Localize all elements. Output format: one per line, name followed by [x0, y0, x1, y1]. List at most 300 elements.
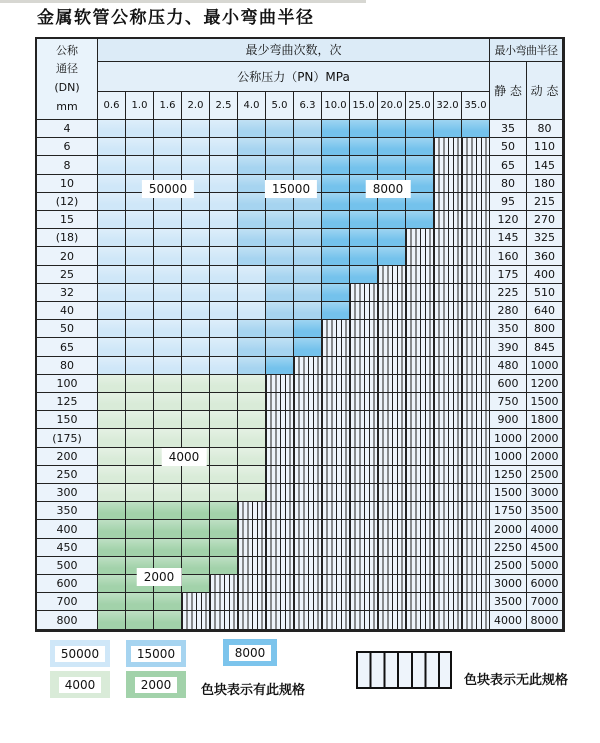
static-radius-cell: 750: [490, 393, 527, 411]
static-radius-cell: 50: [490, 138, 527, 156]
dn-cell: (18): [37, 229, 98, 247]
dn-cell: 125: [37, 393, 98, 411]
dynamic-radius-cell: 800: [527, 320, 563, 338]
spec-cell: [322, 302, 350, 320]
no-spec-cell: [294, 484, 322, 502]
no-spec-cell: [378, 466, 406, 484]
no-spec-cell: [350, 539, 378, 557]
dynamic-radius-cell: 215: [527, 193, 563, 211]
no-spec-cell: [434, 338, 462, 356]
spec-cell: [238, 448, 266, 466]
spec-cell: [154, 302, 182, 320]
spec-cell: [210, 448, 238, 466]
static-radius-cell: 3500: [490, 593, 527, 611]
no-spec-cell: [266, 448, 294, 466]
spec-cell: [322, 138, 350, 156]
spec-cell: [154, 120, 182, 138]
spec-cell: [182, 375, 210, 393]
no-spec-cell: [434, 502, 462, 520]
spec-cell: [238, 266, 266, 284]
spec-cell: [154, 138, 182, 156]
no-spec-cell: [434, 484, 462, 502]
pressure-tick-cell: 5.0: [266, 92, 294, 120]
no-spec-cell: [434, 284, 462, 302]
static-radius-cell: 2000: [490, 520, 527, 538]
spec-cell: [322, 247, 350, 265]
spec-cell: [238, 284, 266, 302]
spec-cell: [98, 557, 126, 575]
no-spec-cell: [378, 266, 406, 284]
no-spec-cell: [350, 520, 378, 538]
spec-cell: [126, 393, 154, 411]
no-spec-cell: [266, 484, 294, 502]
spec-cell: [406, 120, 434, 138]
spec-cell: [238, 393, 266, 411]
spec-cell: [154, 320, 182, 338]
pressure-tick-cell: 32.0: [434, 92, 462, 120]
dn-cell: (175): [37, 429, 98, 447]
spec-cell: [294, 302, 322, 320]
no-spec-cell: [434, 593, 462, 611]
static-radius-cell: 2250: [490, 539, 527, 557]
spec-cell: [98, 411, 126, 429]
spec-cell: [266, 302, 294, 320]
spec-cell: [126, 247, 154, 265]
static-radius-cell: 160: [490, 247, 527, 265]
spec-cell: [350, 211, 378, 229]
spec-cell: [126, 593, 154, 611]
spec-cell: [182, 539, 210, 557]
spec-cell: [210, 520, 238, 538]
spec-cell: [126, 484, 154, 502]
no-spec-cell: [266, 466, 294, 484]
no-spec-cell: [462, 211, 490, 229]
no-spec-cell: [462, 247, 490, 265]
dynamic-radius-cell: 7000: [527, 593, 563, 611]
pressure-tick-cell: 6.3: [294, 92, 322, 120]
spec-cell: [238, 302, 266, 320]
spec-cell: [350, 138, 378, 156]
no-spec-cell: [322, 411, 350, 429]
no-spec-cell: [378, 429, 406, 447]
dn-cell: 200: [37, 448, 98, 466]
spec-cell: [154, 229, 182, 247]
spec-cell: [182, 229, 210, 247]
spec-cell: [98, 593, 126, 611]
no-spec-cell: [238, 575, 266, 593]
spec-cell: [182, 575, 210, 593]
no-spec-cell: [406, 557, 434, 575]
dn-cell: 80: [37, 357, 98, 375]
no-spec-cell: [434, 211, 462, 229]
dn-cell: 65: [37, 338, 98, 356]
zone-label-4000: 4000: [162, 448, 207, 466]
no-spec-cell: [462, 448, 490, 466]
no-spec-cell: [238, 520, 266, 538]
no-spec-cell: [238, 593, 266, 611]
dn-cell: 25: [37, 266, 98, 284]
no-spec-cell: [406, 229, 434, 247]
no-spec-cell: [294, 575, 322, 593]
spec-cell: [98, 138, 126, 156]
spec-cell: [182, 429, 210, 447]
dn-cell: 8: [37, 156, 98, 174]
spec-cell: [378, 138, 406, 156]
static-header: 静 态: [490, 62, 527, 120]
spec-cell: [266, 156, 294, 174]
no-spec-cell: [462, 484, 490, 502]
pressure-tick-cell: 15.0: [350, 92, 378, 120]
zone-label-15000: 15000: [265, 180, 317, 198]
spec-cell: [154, 375, 182, 393]
spec-cell: [182, 502, 210, 520]
no-spec-cell: [462, 266, 490, 284]
no-spec-cell: [350, 375, 378, 393]
static-radius-cell: 280: [490, 302, 527, 320]
no-spec-cell: [294, 611, 322, 629]
spec-cell: [294, 120, 322, 138]
no-spec-cell: [462, 229, 490, 247]
no-spec-cell: [294, 539, 322, 557]
spec-cell: [182, 484, 210, 502]
no-spec-cell: [406, 539, 434, 557]
no-spec-cell: [462, 466, 490, 484]
spec-cell: [98, 429, 126, 447]
dn-cell: 400: [37, 520, 98, 538]
spec-cell: [98, 502, 126, 520]
spec-cell: [126, 266, 154, 284]
static-radius-cell: 95: [490, 193, 527, 211]
legend-block-label: 4000: [59, 677, 102, 693]
dynamic-radius-cell: 2500: [527, 466, 563, 484]
no-spec-cell: [406, 302, 434, 320]
no-spec-cell: [266, 593, 294, 611]
no-spec-cell: [322, 502, 350, 520]
no-spec-cell: [434, 375, 462, 393]
spec-cell: [98, 156, 126, 174]
dynamic-radius-cell: 1500: [527, 393, 563, 411]
no-spec-cell: [434, 175, 462, 193]
spec-cell: [98, 393, 126, 411]
pressure-tick-cell: 0.6: [98, 92, 126, 120]
spec-cell: [182, 247, 210, 265]
spec-cell: [238, 193, 266, 211]
legend-no-spec-swatch: [356, 651, 452, 689]
no-spec-cell: [378, 393, 406, 411]
static-radius-cell: 350: [490, 320, 527, 338]
no-spec-cell: [350, 357, 378, 375]
dn-header-line: (DN): [54, 81, 80, 95]
spec-cell: [98, 247, 126, 265]
spec-cell: [210, 193, 238, 211]
spec-cell: [238, 484, 266, 502]
no-spec-cell: [406, 393, 434, 411]
no-spec-cell: [406, 575, 434, 593]
dynamic-radius-cell: 5000: [527, 557, 563, 575]
no-spec-cell: [350, 466, 378, 484]
no-spec-cell: [462, 520, 490, 538]
no-spec-cell: [406, 338, 434, 356]
spec-cell: [98, 120, 126, 138]
spec-cell: [238, 375, 266, 393]
no-spec-cell: [406, 520, 434, 538]
no-spec-cell: [322, 338, 350, 356]
no-spec-cell: [350, 338, 378, 356]
no-spec-cell: [462, 357, 490, 375]
no-spec-cell: [266, 502, 294, 520]
no-spec-cell: [322, 484, 350, 502]
no-spec-cell: [406, 247, 434, 265]
no-spec-cell: [350, 411, 378, 429]
no-spec-cell: [434, 575, 462, 593]
no-spec-cell: [322, 393, 350, 411]
spec-cell: [238, 411, 266, 429]
spec-cell: [98, 466, 126, 484]
spec-cell: [294, 229, 322, 247]
static-radius-cell: 65: [490, 156, 527, 174]
dynamic-radius-cell: 640: [527, 302, 563, 320]
no-spec-cell: [322, 575, 350, 593]
spec-cell: [294, 247, 322, 265]
spec-cell: [126, 539, 154, 557]
dn-cell: 4: [37, 120, 98, 138]
no-spec-cell: [462, 429, 490, 447]
spec-cell: [322, 229, 350, 247]
no-spec-cell: [378, 338, 406, 356]
spec-cell: [154, 539, 182, 557]
dynamic-radius-cell: 325: [527, 229, 563, 247]
dn-header-line: 公称: [56, 43, 78, 57]
static-radius-cell: 600: [490, 375, 527, 393]
spec-cell: [210, 429, 238, 447]
legend-no-spec-text: 色块表示无此规格: [464, 673, 569, 688]
no-spec-cell: [182, 611, 210, 629]
spec-cell: [154, 247, 182, 265]
dynamic-radius-cell: 4000: [527, 520, 563, 538]
spec-cell: [322, 193, 350, 211]
spec-cell: [210, 211, 238, 229]
spec-cell: [210, 411, 238, 429]
spec-cell: [322, 120, 350, 138]
static-radius-cell: 1750: [490, 502, 527, 520]
spec-cell: [98, 484, 126, 502]
static-radius-cell: 900: [490, 411, 527, 429]
static-radius-cell: 175: [490, 266, 527, 284]
spec-cell: [126, 411, 154, 429]
spec-cell: [98, 357, 126, 375]
spec-cell: [182, 211, 210, 229]
spec-cell: [98, 229, 126, 247]
no-spec-cell: [434, 156, 462, 174]
spec-cell: [210, 247, 238, 265]
spec-cell: [210, 175, 238, 193]
spec-cell: [126, 466, 154, 484]
spec-cell: [238, 175, 266, 193]
no-spec-cell: [322, 357, 350, 375]
no-spec-cell: [406, 320, 434, 338]
spec-cell: [154, 284, 182, 302]
dn-cell: 700: [37, 593, 98, 611]
spec-cell: [238, 156, 266, 174]
bend-radius-header: 最小弯曲半径: [490, 39, 563, 62]
legend-block-4000: [50, 671, 110, 698]
spec-cell: [406, 156, 434, 174]
no-spec-cell: [266, 539, 294, 557]
zone-label-2000: 2000: [137, 568, 182, 586]
no-spec-cell: [322, 593, 350, 611]
spec-cell: [98, 320, 126, 338]
static-radius-cell: 80: [490, 175, 527, 193]
spec-cell: [406, 138, 434, 156]
spec-cell: [126, 211, 154, 229]
zone-label-8000: 8000: [366, 180, 411, 198]
spec-cell: [154, 411, 182, 429]
spec-cell: [238, 229, 266, 247]
no-spec-cell: [238, 539, 266, 557]
spec-cell: [126, 611, 154, 629]
no-spec-cell: [462, 393, 490, 411]
no-spec-cell: [434, 302, 462, 320]
spec-cell: [266, 247, 294, 265]
no-spec-cell: [322, 520, 350, 538]
spec-cell: [98, 302, 126, 320]
no-spec-cell: [238, 502, 266, 520]
no-spec-cell: [350, 284, 378, 302]
spec-cell: [210, 320, 238, 338]
spec-cell: [210, 484, 238, 502]
spec-cell: [154, 393, 182, 411]
spec-cell: [126, 429, 154, 447]
spec-cell: [182, 266, 210, 284]
dn-header-line: 通径: [56, 62, 78, 76]
legend-block-15000: [126, 640, 186, 667]
spec-cell: [182, 156, 210, 174]
static-radius-cell: 35: [490, 120, 527, 138]
no-spec-cell: [378, 593, 406, 611]
spec-cell: [322, 266, 350, 284]
spec-cell: [98, 175, 126, 193]
no-spec-cell: [294, 502, 322, 520]
no-spec-cell: [462, 375, 490, 393]
no-spec-cell: [434, 466, 462, 484]
no-spec-cell: [350, 502, 378, 520]
no-spec-cell: [210, 593, 238, 611]
no-spec-cell: [462, 138, 490, 156]
spec-cell: [294, 338, 322, 356]
spec-cell: [210, 302, 238, 320]
spec-cell: [98, 338, 126, 356]
no-spec-cell: [350, 484, 378, 502]
spec-cell: [266, 320, 294, 338]
spec-cell: [378, 156, 406, 174]
spec-cell: [98, 284, 126, 302]
spec-cell: [238, 247, 266, 265]
page-title: 金属软管公称压力、最小弯曲半径: [37, 8, 315, 28]
static-radius-cell: 3000: [490, 575, 527, 593]
spec-cell: [210, 266, 238, 284]
spec-cell: [406, 211, 434, 229]
no-spec-cell: [182, 593, 210, 611]
dynamic-radius-cell: 1200: [527, 375, 563, 393]
spec-cell: [182, 320, 210, 338]
dynamic-radius-cell: 145: [527, 156, 563, 174]
pressure-header: 公称压力（PN）MPa: [98, 62, 490, 92]
no-spec-cell: [434, 539, 462, 557]
no-spec-cell: [378, 284, 406, 302]
no-spec-cell: [378, 448, 406, 466]
dynamic-radius-cell: 2000: [527, 429, 563, 447]
static-radius-cell: 1000: [490, 448, 527, 466]
spec-cell: [126, 375, 154, 393]
dynamic-radius-cell: 1800: [527, 411, 563, 429]
spec-cell: [126, 302, 154, 320]
no-spec-cell: [322, 320, 350, 338]
no-spec-cell: [238, 557, 266, 575]
no-spec-cell: [266, 557, 294, 575]
no-spec-cell: [322, 611, 350, 629]
no-spec-cell: [266, 575, 294, 593]
no-spec-cell: [266, 611, 294, 629]
spec-cell: [210, 357, 238, 375]
spec-cell: [210, 156, 238, 174]
no-spec-cell: [462, 320, 490, 338]
spec-cell: [210, 120, 238, 138]
no-spec-cell: [462, 557, 490, 575]
spec-cell: [98, 520, 126, 538]
no-spec-cell: [266, 375, 294, 393]
no-spec-cell: [462, 175, 490, 193]
spec-cell: [98, 266, 126, 284]
static-radius-cell: 2500: [490, 557, 527, 575]
no-spec-cell: [378, 320, 406, 338]
pressure-tick-cell: 1.6: [154, 92, 182, 120]
spec-cell: [210, 375, 238, 393]
zone-label-50000: 50000: [142, 180, 194, 198]
no-spec-cell: [210, 575, 238, 593]
spec-cell: [98, 575, 126, 593]
spec-cell: [210, 138, 238, 156]
spec-cell: [378, 247, 406, 265]
no-spec-cell: [462, 302, 490, 320]
static-radius-cell: 1000: [490, 429, 527, 447]
spec-cell: [98, 211, 126, 229]
spec-cell: [294, 284, 322, 302]
spec-cell: [126, 502, 154, 520]
no-spec-cell: [378, 557, 406, 575]
no-spec-cell: [266, 411, 294, 429]
spec-cell: [294, 320, 322, 338]
dynamic-radius-cell: 4500: [527, 539, 563, 557]
spec-cell: [434, 120, 462, 138]
dn-cell: 600: [37, 575, 98, 593]
no-spec-cell: [378, 520, 406, 538]
no-spec-cell: [406, 357, 434, 375]
no-spec-cell: [294, 357, 322, 375]
spec-cell: [266, 120, 294, 138]
spec-cell: [182, 557, 210, 575]
dynamic-radius-cell: 6000: [527, 575, 563, 593]
spec-cell: [322, 175, 350, 193]
no-spec-cell: [406, 411, 434, 429]
no-spec-cell: [294, 375, 322, 393]
spec-cell: [350, 247, 378, 265]
spec-cell: [350, 229, 378, 247]
no-spec-cell: [406, 429, 434, 447]
spec-cell: [210, 557, 238, 575]
dynamic-radius-cell: 270: [527, 211, 563, 229]
no-spec-cell: [434, 611, 462, 629]
no-spec-cell: [434, 411, 462, 429]
